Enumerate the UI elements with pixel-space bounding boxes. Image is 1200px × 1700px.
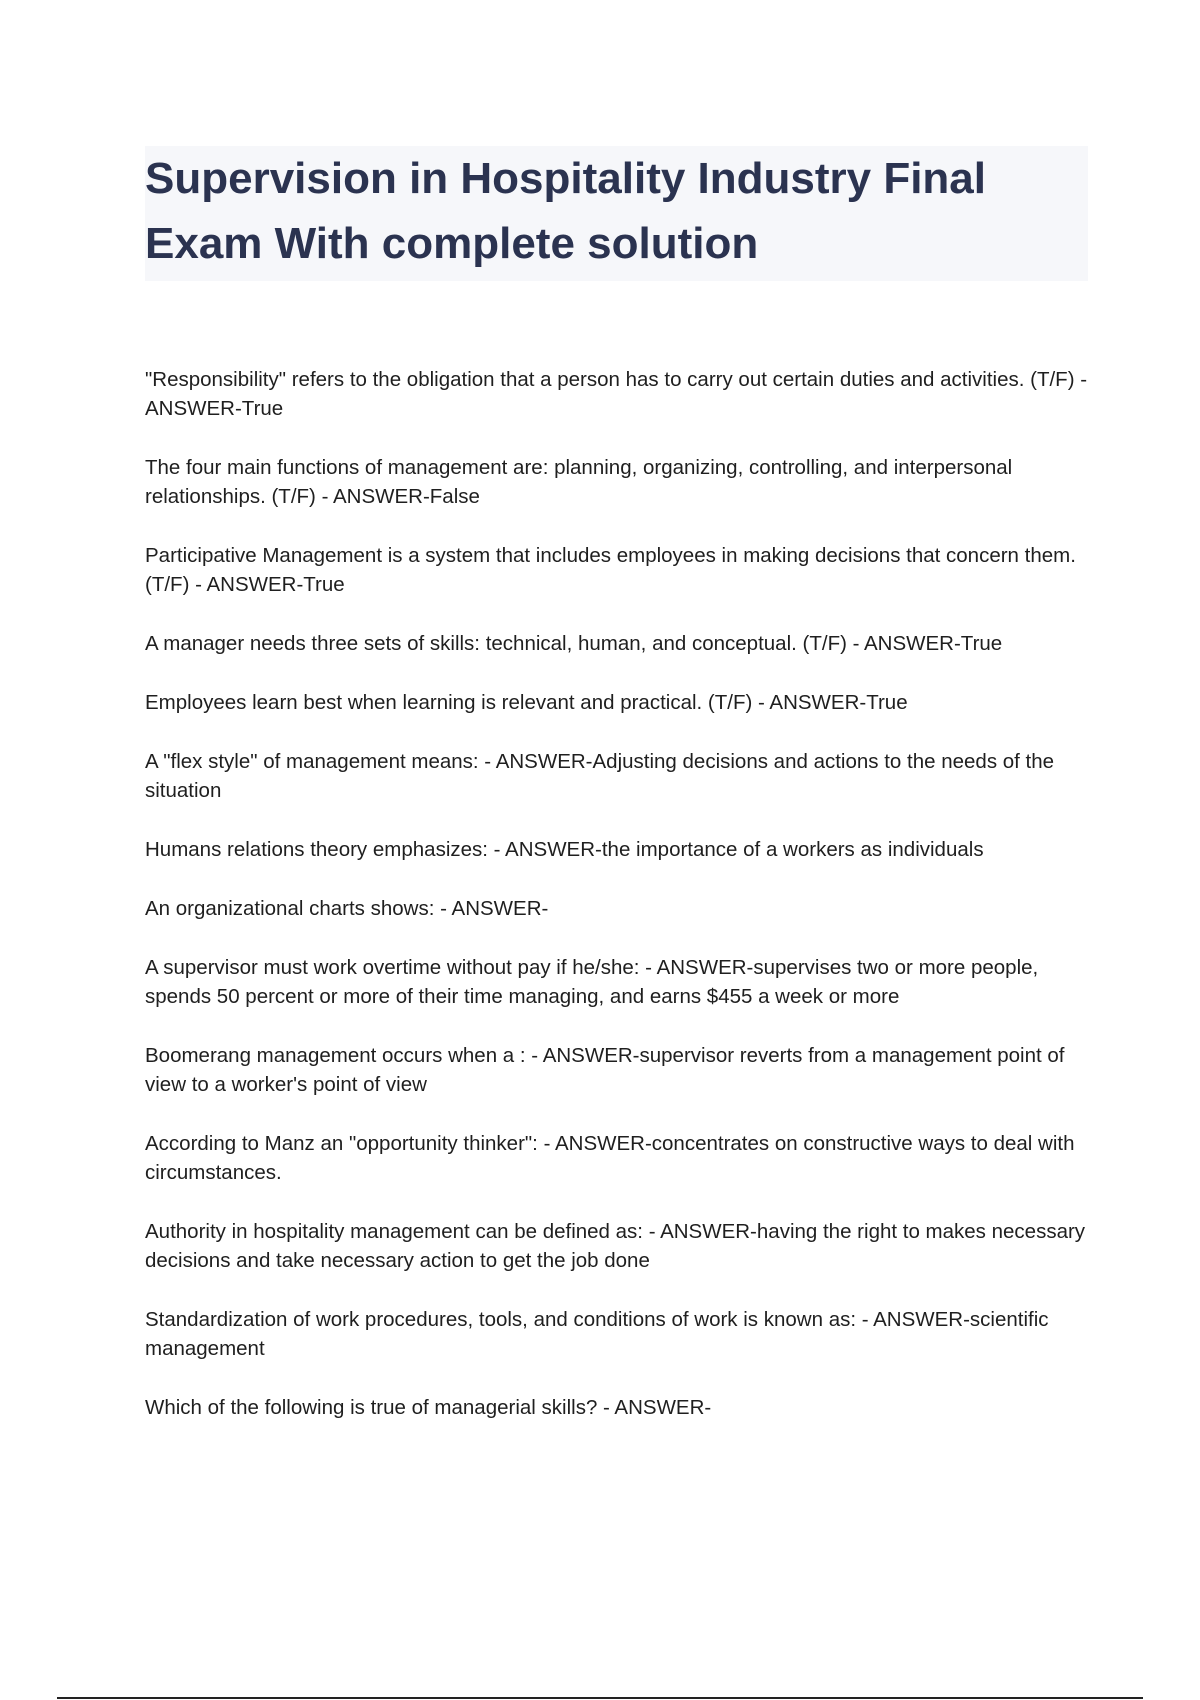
qa-item: The four main functions of management are: planning, organizing, controlling, and interpersonal relationships. (T/F) - ANSWER-False bbox=[145, 456, 1013, 508]
qa-item: A manager needs three sets of skills: technical, human, and conceptual. (T/F) - ANSWER-True bbox=[145, 632, 1003, 655]
qa-item: Humans relations theory emphasizes: - ANSWER-the importance of a workers as individuals bbox=[145, 838, 984, 861]
page-bottom-rule bbox=[57, 1697, 1143, 1699]
qa-item: Authority in hospitality management can be defined as: - ANSWER-having the right to makes necessary decisions and take necessary action to get the job done bbox=[145, 1220, 1086, 1272]
document-title: Supervision in Hospitality Industry Final Exam With complete solution bbox=[145, 154, 987, 268]
qa-item: According to Manz an "opportunity thinker": - ANSWER-concentrates on constructive ways to deal with circumstances. bbox=[145, 1132, 1075, 1184]
qa-item: A supervisor must work overtime without pay if he/she: - ANSWER-supervises two or more people, spends 50 percent or more of their time managing, and earns $455 a week or more bbox=[145, 956, 1039, 1008]
qa-item: Boomerang management occurs when a : - ANSWER-supervisor reverts from a management point of view to a worker's point of view bbox=[145, 1044, 1065, 1096]
title-block bbox=[145, 146, 1088, 281]
qa-item: Participative Management is a system that includes employees in making decisions that concern them. (T/F) - ANSWER-True bbox=[145, 544, 1076, 596]
qa-item: Employees learn best when learning is relevant and practical. (T/F) - ANSWER-True bbox=[145, 691, 908, 714]
qa-item: An organizational charts shows: - ANSWER- bbox=[145, 897, 549, 920]
qa-list bbox=[145, 365, 1090, 1452]
qa-item: Standardization of work procedures, tools, and conditions of work is known as: - ANSWER-scientific management bbox=[145, 1308, 1049, 1360]
qa-item: "Responsibility" refers to the obligation that a person has to carry out certain duties and activities. (T/F) - ANSWER-True bbox=[145, 368, 1088, 420]
qa-item: Which of the following is true of managerial skills? - ANSWER- bbox=[145, 1396, 712, 1419]
qa-item: A "flex style" of management means: - ANSWER-Adjusting decisions and actions to the needs of the situation bbox=[145, 750, 1055, 802]
